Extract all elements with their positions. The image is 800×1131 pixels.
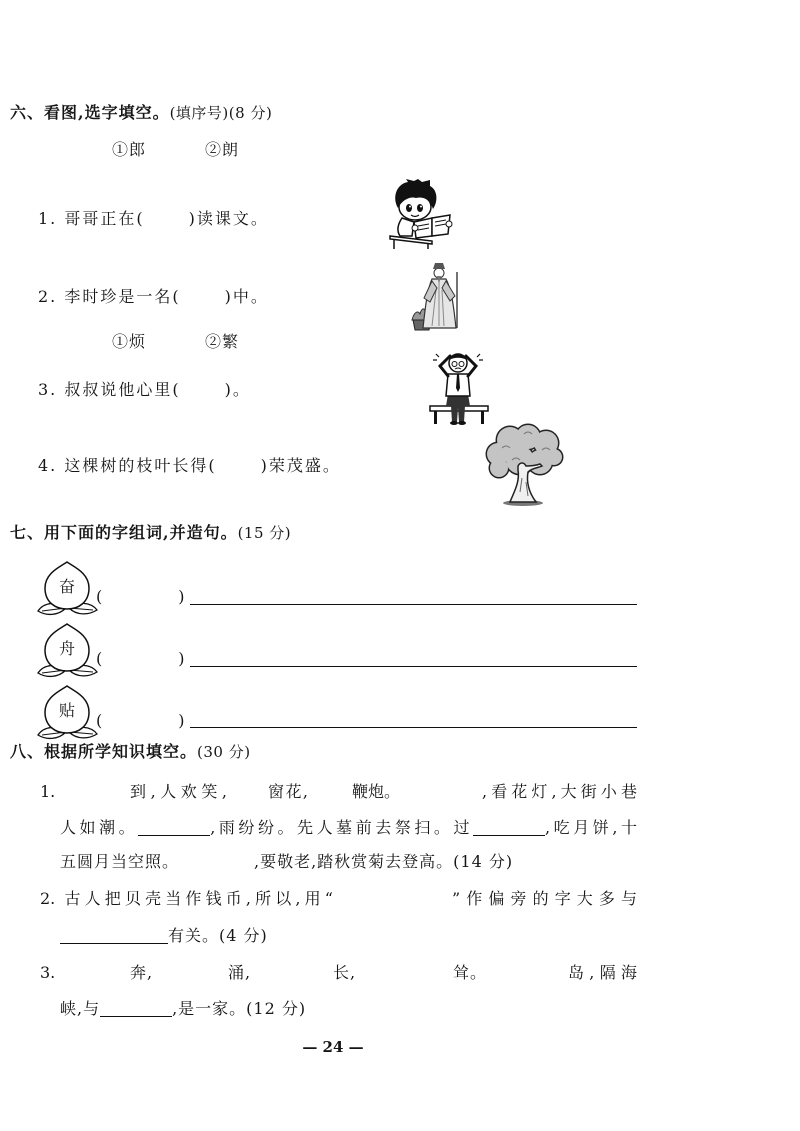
question-text: 峡,与 — [60, 999, 101, 1018]
question-text: ,是一家。(12 分) — [172, 999, 307, 1018]
eye-highlight — [409, 206, 411, 208]
answer-blank[interactable] — [160, 963, 226, 983]
answer-blank[interactable] — [473, 818, 545, 836]
peach-character-card — [36, 560, 98, 616]
page-number: — 24 — — [302, 1038, 364, 1056]
sentence-answer-line[interactable] — [190, 727, 637, 728]
paren-open: ( — [96, 711, 103, 730]
shoe — [458, 421, 466, 425]
paren-open: ( — [96, 587, 103, 606]
question-text: 耸。 — [453, 963, 488, 982]
section-6-note: (填序号)(8 分) — [169, 104, 273, 122]
word-blank-row — [96, 586, 185, 607]
question-text: 到,人欢笑, — [130, 782, 227, 801]
answer-blank[interactable] — [217, 455, 261, 471]
question-6-1 — [38, 208, 269, 229]
option-b-2: ②繁 — [205, 332, 240, 351]
boy-hand — [446, 221, 452, 227]
question-6-4 — [38, 455, 341, 476]
eye-highlight — [420, 206, 422, 208]
paren-close: ) — [178, 711, 185, 730]
question-text: 有关。(4 分) — [168, 926, 268, 945]
section-8-score: (30 分) — [197, 743, 251, 761]
paren-open: ( — [96, 649, 103, 668]
bench-leg — [434, 411, 437, 424]
bench-leg — [481, 411, 484, 424]
question-6-3 — [38, 379, 251, 400]
word-answer-blank[interactable] — [102, 586, 178, 602]
question-8-3-number: 3. — [40, 963, 56, 982]
answer-blank[interactable] — [181, 379, 225, 395]
answer-blank[interactable] — [363, 963, 451, 983]
question-text-after: )。 — [224, 380, 251, 399]
question-text: ,雨纷纷。先人墓前去祭扫。过 — [210, 818, 474, 837]
peach-character: 舟 — [58, 639, 75, 658]
question-text: ,看花灯,大街小巷 — [482, 782, 637, 801]
section-7-title: 七、用下面的字组词,并造句。 — [10, 523, 238, 542]
word-blank-row — [96, 710, 185, 731]
question-8-1-number: 1. — [40, 782, 56, 801]
question-text-before: 4. 这棵树的枝叶长得( — [38, 456, 217, 475]
question-8-3-line-2 — [60, 999, 306, 1019]
answer-blank[interactable] — [310, 782, 350, 802]
question-8-2-text: 2. 古人把贝壳当作钱币,所以,用“ — [40, 889, 333, 908]
answer-blank[interactable] — [228, 782, 266, 802]
answer-blank[interactable] — [336, 889, 450, 909]
worried-man-on-bench-illustration — [428, 348, 490, 426]
section-8-heading — [10, 742, 251, 762]
answer-blank[interactable] — [100, 999, 172, 1017]
peach-character: 奋 — [58, 577, 75, 596]
question-text: 长, — [333, 963, 357, 982]
question-text: 窗花, — [268, 782, 308, 801]
question-text-before: 2. 李时珍是一名( — [38, 287, 181, 306]
answer-blank[interactable] — [258, 963, 331, 983]
answer-blank[interactable] — [181, 286, 225, 302]
answer-blank[interactable] — [402, 782, 480, 802]
question-text-after: )读课文。 — [188, 209, 269, 228]
question-text: ,要敬老,踏秋赏菊去登高。(14 分) — [254, 852, 514, 871]
question-6-2 — [38, 286, 269, 307]
section-7-score: (15 分) — [237, 524, 292, 542]
section-8-title: 八、根据所学知识填空。 — [10, 742, 198, 761]
question-text: 人如潮。 — [60, 818, 139, 837]
word-answer-blank[interactable] — [102, 648, 178, 664]
shoe — [450, 421, 458, 425]
peach-character-card — [36, 622, 98, 678]
peach-character-card — [36, 684, 98, 740]
word-blank-row — [96, 648, 185, 669]
option-a-2: ②朗 — [205, 140, 240, 159]
boy-eye — [406, 204, 412, 212]
question-text-before: 1. 哥哥正在( — [38, 209, 145, 228]
question-text-after: )荣茂盛。 — [260, 456, 341, 475]
answer-blank[interactable] — [58, 963, 128, 983]
li-shizhen-illustration — [410, 260, 468, 332]
question-text: ,吃月饼,十 — [545, 818, 637, 837]
question-text-before: 3. 叔叔说他心里( — [38, 380, 181, 399]
question-8-2-line-2 — [60, 926, 268, 946]
answer-blank[interactable] — [496, 963, 566, 983]
answer-blank[interactable] — [145, 208, 189, 224]
boy-eye — [417, 204, 423, 212]
option-b-1: ①烦 — [112, 332, 147, 351]
paren-close: ) — [178, 649, 185, 668]
question-text-after: )中。 — [224, 287, 269, 306]
tree-illustration — [484, 426, 564, 508]
question-text: 五圆月当空照。 — [60, 852, 180, 871]
question-8-1-line-2 — [60, 818, 637, 838]
sentence-answer-line[interactable] — [190, 604, 637, 605]
question-text: 岛,隔海 — [568, 963, 637, 982]
sentence-answer-line[interactable] — [190, 666, 637, 667]
answer-blank[interactable] — [60, 926, 168, 944]
question-text: 涌, — [228, 963, 252, 982]
question-text: 奔, — [130, 963, 154, 982]
word-answer-blank[interactable] — [102, 710, 178, 726]
section-7-heading — [10, 523, 291, 543]
section-6-title: 六、看图,选字填空。 — [10, 103, 170, 122]
option-a-1: ①郎 — [112, 140, 147, 159]
section-6-heading — [10, 103, 272, 123]
peach-character: 贴 — [58, 701, 75, 720]
hat — [433, 263, 445, 269]
boy-reading-illustration — [386, 178, 456, 250]
answer-blank[interactable] — [170, 852, 252, 872]
boy-hand — [412, 225, 418, 231]
question-8-2-text: ”作偏旁的字大多与 — [452, 889, 637, 908]
answer-blank[interactable] — [138, 818, 210, 836]
answer-blank[interactable] — [58, 782, 128, 802]
boy-body — [398, 218, 414, 236]
paren-close: ) — [178, 587, 185, 606]
question-text: 鞭炮。 — [352, 782, 401, 801]
